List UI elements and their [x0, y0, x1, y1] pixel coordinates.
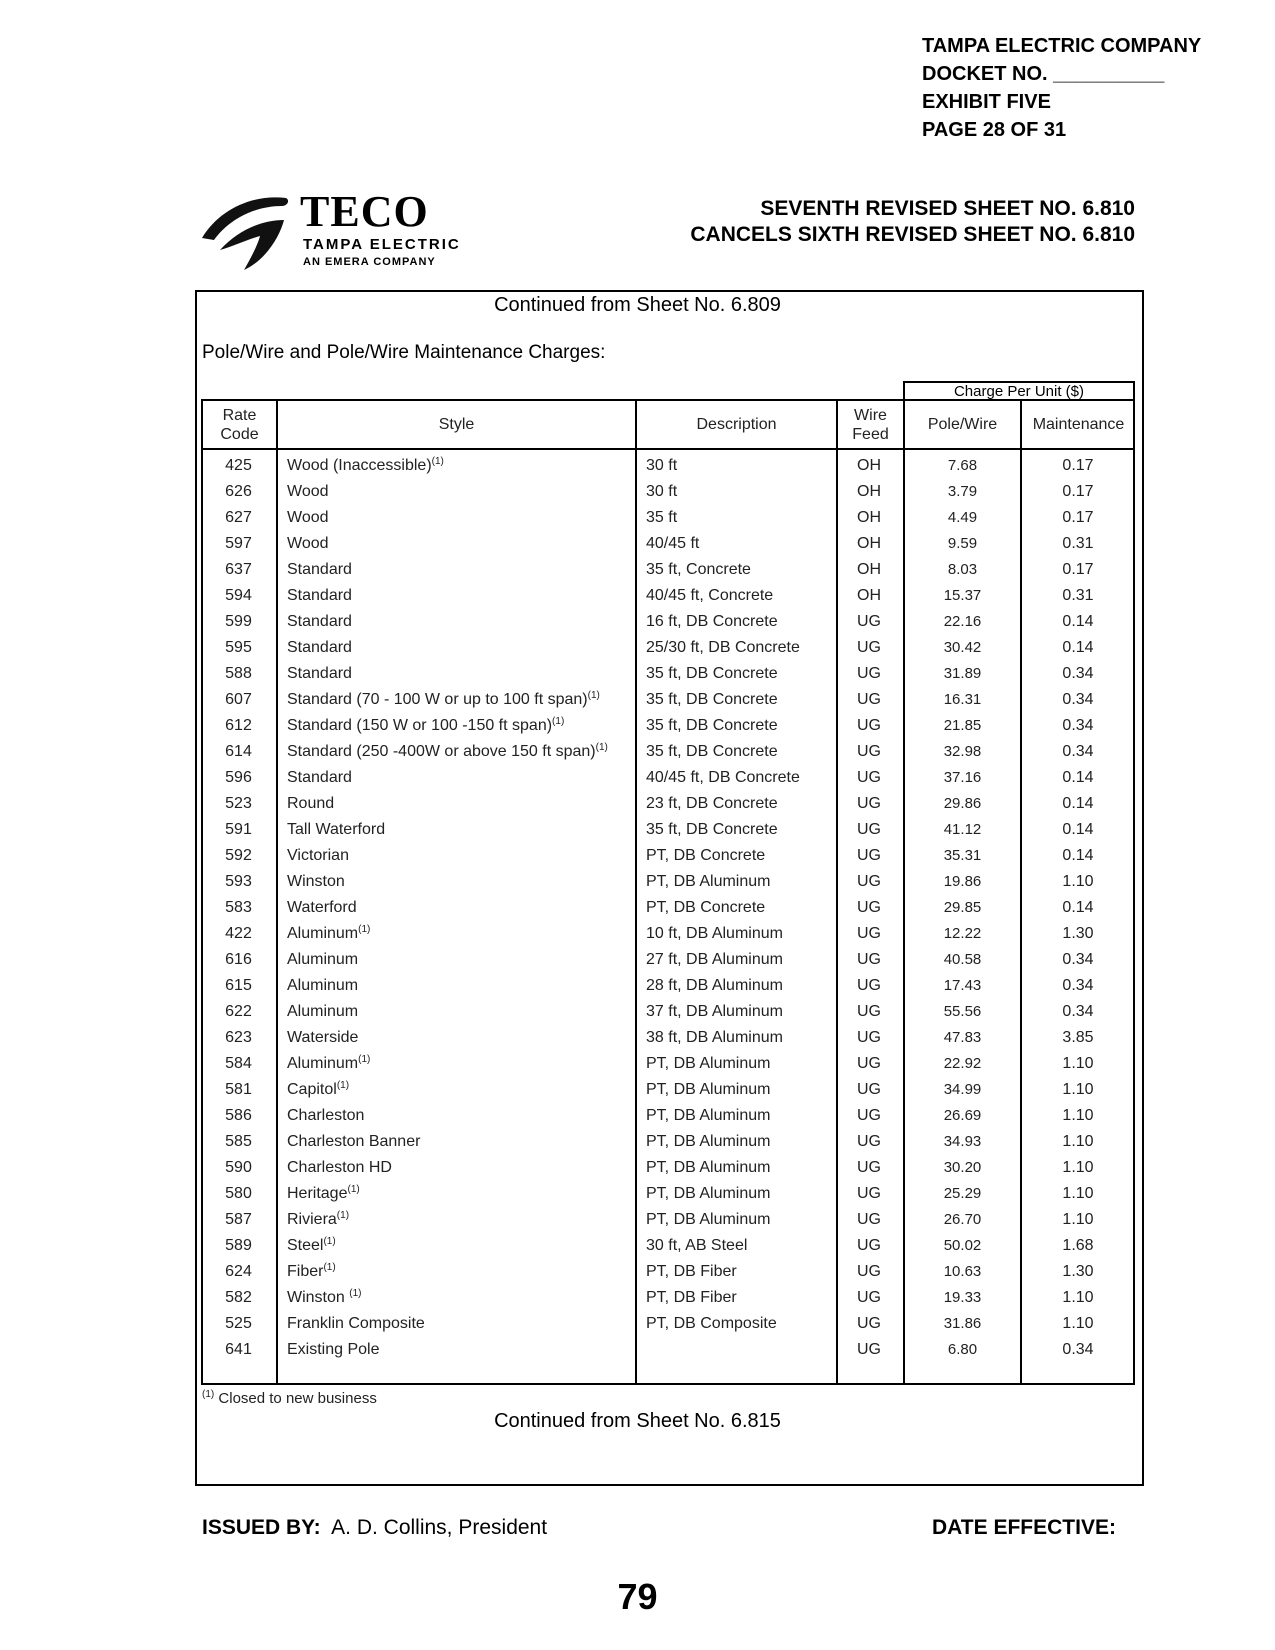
style-cell: Round	[287, 795, 335, 812]
table-row	[201, 662, 1135, 688]
company-name: TAMPA ELECTRIC COMPANY	[922, 35, 1202, 57]
style-cell: Capitol$^{(1)}$	[287, 1080, 350, 1098]
maintenance-charge-cell: 0.34	[1062, 665, 1094, 682]
logo-wordmark: TECO	[300, 187, 429, 236]
table-row	[201, 1078, 1135, 1104]
wire-feed-cell: UG	[857, 1315, 881, 1332]
maintenance-charge-cell: 0.34	[1062, 951, 1094, 968]
style-cell: Charleston HD	[287, 1159, 392, 1176]
style-cell: Fiber$^{(1)}$	[287, 1262, 336, 1280]
table-row	[201, 974, 1135, 1000]
col-header-rate-code: Rate Code	[220, 406, 259, 443]
footnote: $^{(1)}$ Closed to new business	[202, 1389, 377, 1407]
table-row	[201, 1104, 1135, 1130]
wire-feed-cell: UG	[857, 899, 881, 916]
maintenance-charge-cell: 1.10	[1062, 1081, 1094, 1098]
pole-wire-charge-cell: 55.56	[943, 1003, 982, 1020]
maintenance-charge-cell: 1.10	[1062, 1185, 1094, 1202]
style-cell: Steel$^{(1)}$	[287, 1236, 336, 1254]
description-cell: 30 ft, AB Steel	[646, 1237, 748, 1254]
wire-feed-cell: UG	[857, 1289, 881, 1306]
maintenance-charge-cell: 0.34	[1062, 1341, 1094, 1358]
maintenance-charge-cell: 0.14	[1062, 613, 1094, 630]
wire-feed-cell: OH	[857, 509, 881, 526]
maintenance-charge-cell: 0.17	[1062, 509, 1094, 526]
pole-wire-charge-cell: 34.99	[943, 1081, 982, 1098]
maintenance-charge-cell: 0.14	[1062, 769, 1094, 786]
table-row	[201, 480, 1135, 506]
maintenance-charge-cell: 0.14	[1062, 847, 1094, 864]
pole-wire-charge-cell: 50.02	[943, 1237, 982, 1254]
style-cell: Victorian	[287, 847, 349, 864]
maintenance-charge-cell: 0.14	[1062, 639, 1094, 656]
sheet-number-block	[690, 196, 1135, 248]
style-cell: Riviera$^{(1)}$	[287, 1210, 350, 1228]
maintenance-charge-cell: 0.34	[1062, 743, 1094, 760]
rate-code-cell: 525	[225, 1315, 252, 1332]
maintenance-charge-cell: 0.17	[1062, 561, 1094, 578]
wire-feed-cell: OH	[857, 587, 881, 604]
table-row	[201, 454, 1135, 480]
rate-code-cell: 626	[225, 483, 252, 500]
rate-code-cell: 597	[225, 535, 252, 552]
table-row	[201, 1286, 1135, 1312]
style-cell: Wood	[287, 509, 329, 526]
pole-wire-charge-cell: 12.22	[943, 925, 982, 942]
maintenance-charge-cell: 1.10	[1062, 873, 1094, 890]
style-cell: Aluminum	[287, 1003, 359, 1020]
table-row	[201, 1208, 1135, 1234]
rate-code-cell: 624	[225, 1263, 252, 1280]
description-cell: 30 ft	[646, 457, 678, 474]
table-row	[201, 1156, 1135, 1182]
table-row	[201, 636, 1135, 662]
style-cell: Heritage$^{(1)}$	[287, 1184, 360, 1202]
table-row	[201, 1182, 1135, 1208]
description-cell: 35 ft, Concrete	[646, 561, 751, 578]
rate-code-cell: 594	[225, 587, 252, 604]
col-header-pole-wire: Pole/Wire	[927, 416, 998, 433]
issued-by: ISSUED BY: A. D. Collins, President	[202, 1516, 548, 1539]
pole-wire-charge-cell: 8.03	[947, 561, 978, 578]
pole-wire-charge-cell: 26.70	[943, 1211, 982, 1228]
style-cell: Standard	[287, 587, 352, 604]
table-row	[201, 558, 1135, 584]
rate-code-cell: 422	[225, 925, 252, 942]
revised-sheet: SEVENTH REVISED SHEET NO. 6.810	[760, 197, 1135, 220]
table-row	[201, 506, 1135, 532]
wire-feed-cell: OH	[857, 457, 881, 474]
description-cell: 25/30 ft, DB Concrete	[646, 639, 800, 656]
col-header-style: Style	[438, 416, 475, 433]
maintenance-charge-cell: 0.14	[1062, 899, 1094, 916]
wire-feed-cell: UG	[857, 821, 881, 838]
col-header-wire-feed: Wire Feed	[852, 406, 889, 443]
pole-wire-charge-cell: 22.92	[943, 1055, 982, 1072]
wire-feed-cell: UG	[857, 1263, 881, 1280]
style-cell: Aluminum	[287, 951, 359, 968]
description-cell: 16 ft, DB Concrete	[646, 613, 778, 630]
description-cell: 35 ft, DB Concrete	[646, 665, 778, 682]
rate-code-cell: 584	[225, 1055, 252, 1072]
pole-wire-charge-cell: 31.89	[943, 665, 982, 682]
description-cell: PT, DB Aluminum	[646, 1055, 771, 1072]
continued-to-note: Continued from Sheet No. 6.815	[494, 1410, 781, 1432]
description-cell: 38 ft, DB Aluminum	[646, 1029, 783, 1046]
rate-code-cell: 637	[225, 561, 252, 578]
description-cell: 37 ft, DB Aluminum	[646, 1003, 783, 1020]
style-cell: Charleston Banner	[287, 1133, 421, 1150]
rate-code-cell: 615	[225, 977, 252, 994]
maintenance-charge-cell: 0.17	[1062, 457, 1094, 474]
table-row	[201, 844, 1135, 870]
maintenance-charge-cell: 1.10	[1062, 1159, 1094, 1176]
description-cell: PT, DB Composite	[646, 1315, 777, 1332]
style-cell: Standard (150 W or 100 -150 ft span)$^{(1)}$	[287, 716, 565, 734]
style-cell: Winston	[287, 873, 345, 890]
page-of-pages: PAGE 28 OF 31	[922, 119, 1067, 141]
maintenance-charge-cell: 0.14	[1062, 795, 1094, 812]
rate-code-cell: 590	[225, 1159, 252, 1176]
pole-wire-charge-cell: 19.86	[943, 873, 982, 890]
footnote-marker: (1)	[323, 1262, 336, 1273]
table-row	[201, 584, 1135, 610]
pole-wire-charge-cell: 3.79	[947, 483, 978, 500]
maintenance-charge-cell: 0.17	[1062, 483, 1094, 500]
rate-code-cell: 588	[225, 665, 252, 682]
table-body	[201, 454, 1135, 1364]
description-cell: PT, DB Fiber	[646, 1263, 737, 1280]
rate-code-cell: 583	[225, 899, 252, 916]
rate-code-cell: 592	[225, 847, 252, 864]
description-cell: 28 ft, DB Aluminum	[646, 977, 783, 994]
wire-feed-cell: UG	[857, 1003, 881, 1020]
pole-wire-charge-cell: 6.80	[947, 1341, 978, 1358]
style-cell: Charleston	[287, 1107, 365, 1124]
description-cell: 40/45 ft	[646, 535, 700, 552]
pole-wire-charge-cell: 16.31	[943, 691, 982, 708]
maintenance-charge-cell: 1.10	[1062, 1289, 1094, 1306]
wire-feed-cell: UG	[857, 639, 881, 656]
description-cell: PT, DB Aluminum	[646, 1107, 771, 1124]
table-row	[201, 610, 1135, 636]
wire-feed-cell: OH	[857, 561, 881, 578]
style-cell: Standard (70 - 100 W or up to 100 ft span)$^{(1)}$	[287, 690, 600, 708]
maintenance-charge-cell: 0.14	[1062, 821, 1094, 838]
rate-code-cell: 641	[225, 1341, 252, 1358]
rate-code-cell: 612	[225, 717, 252, 734]
pole-wire-charge-cell: 31.86	[943, 1315, 982, 1332]
rate-code-cell: 595	[225, 639, 252, 656]
wire-feed-cell: OH	[857, 483, 881, 500]
footnote-marker: (1)	[347, 1184, 360, 1195]
pole-wire-charge-cell: 47.83	[943, 1029, 982, 1046]
description-cell: PT, DB Concrete	[646, 847, 766, 864]
maintenance-charge-cell: 1.30	[1062, 925, 1094, 942]
description-cell: PT, DB Concrete	[646, 899, 766, 916]
wire-feed-cell: UG	[857, 769, 881, 786]
footnote-marker: (1)	[323, 1236, 336, 1247]
footnote-marker: (1)	[336, 1080, 350, 1091]
style-cell: Standard	[287, 613, 352, 630]
description-cell: 35 ft, DB Concrete	[646, 691, 778, 708]
table-row	[201, 688, 1135, 714]
pole-wire-charge-cell: 17.43	[943, 977, 982, 994]
maintenance-charge-cell: 0.31	[1062, 535, 1094, 552]
pole-wire-charge-cell: 32.98	[943, 743, 982, 760]
maintenance-charge-cell: 1.10	[1062, 1107, 1094, 1124]
rate-code-cell: 585	[225, 1133, 252, 1150]
description-cell: 27 ft, DB Aluminum	[646, 951, 783, 968]
description-cell: 40/45 ft, Concrete	[646, 587, 774, 604]
maintenance-charge-cell: 0.34	[1062, 717, 1094, 734]
wire-feed-cell: UG	[857, 1341, 881, 1358]
description-cell: 10 ft, DB Aluminum	[646, 925, 783, 942]
wire-feed-cell: UG	[857, 1081, 881, 1098]
wire-feed-cell: UG	[857, 1185, 881, 1202]
style-cell: Wood (Inaccessible)$^{(1)}$	[287, 456, 444, 474]
maintenance-charge-cell: 3.85	[1062, 1029, 1094, 1046]
pole-wire-charge-cell: 15.37	[943, 587, 982, 604]
col-header-maintenance: Maintenance	[1032, 416, 1125, 433]
rate-code-cell: 599	[225, 613, 252, 630]
logo-tagline: TAMPA ELECTRIC	[303, 236, 461, 253]
table-row	[201, 870, 1135, 896]
maintenance-charge-cell: 0.31	[1062, 587, 1094, 604]
maintenance-charge-cell: 1.10	[1062, 1315, 1094, 1332]
table-row	[201, 532, 1135, 558]
pole-wire-charge-cell: 22.16	[943, 613, 982, 630]
table-row	[201, 1052, 1135, 1078]
footnote-marker: (1)	[336, 1210, 350, 1221]
rate-code-cell: 580	[225, 1185, 252, 1202]
table-row	[201, 896, 1135, 922]
wire-feed-cell: UG	[857, 1211, 881, 1228]
wire-feed-cell: UG	[857, 1159, 881, 1176]
footnote-marker: (1)	[431, 456, 444, 467]
style-cell: Aluminum	[287, 977, 359, 994]
maintenance-charge-cell: 0.34	[1062, 977, 1094, 994]
pole-wire-charge-cell: 26.69	[943, 1107, 982, 1124]
wire-feed-cell: UG	[857, 743, 881, 760]
table-row	[201, 1234, 1135, 1260]
style-cell: Aluminum$^{(1)}$	[287, 924, 371, 942]
rate-code-cell: 616	[225, 951, 252, 968]
wire-feed-cell: UG	[857, 847, 881, 864]
maintenance-charge-cell: 1.68	[1062, 1237, 1094, 1254]
table-row	[201, 792, 1135, 818]
wire-feed-cell: UG	[857, 1029, 881, 1046]
rate-code-cell: 581	[225, 1081, 252, 1098]
rate-code-cell: 591	[225, 821, 252, 838]
exhibit-label: EXHIBIT FIVE	[922, 91, 1051, 113]
pole-wire-charge-cell: 41.12	[943, 821, 982, 838]
description-cell: PT, DB Aluminum	[646, 1159, 771, 1176]
rate-code-cell: 622	[225, 1003, 252, 1020]
maintenance-charge-cell: 1.10	[1062, 1055, 1094, 1072]
pole-wire-charge-cell: 4.49	[947, 509, 978, 526]
page-number: 79	[617, 1576, 658, 1617]
pole-wire-charge-cell: 34.93	[943, 1133, 982, 1150]
rate-code-cell: 614	[225, 743, 252, 760]
rate-code-cell: 582	[225, 1289, 252, 1306]
wire-feed-cell: UG	[857, 977, 881, 994]
pole-wire-charge-cell: 37.16	[943, 769, 982, 786]
description-cell: 35 ft, DB Concrete	[646, 743, 778, 760]
style-cell: Winston $^{(1)}$	[287, 1288, 362, 1306]
footnote-marker: (1)	[552, 716, 565, 727]
maintenance-charge-cell: 0.34	[1062, 1003, 1094, 1020]
maintenance-charge-cell: 1.10	[1062, 1211, 1094, 1228]
wire-feed-cell: UG	[857, 665, 881, 682]
rate-code-cell: 587	[225, 1211, 252, 1228]
header-divider	[201, 448, 1135, 450]
table-row	[201, 1026, 1135, 1052]
style-cell: Standard	[287, 769, 352, 786]
table-row	[201, 1312, 1135, 1338]
pole-wire-charge-cell: 35.31	[943, 847, 982, 864]
table-row	[201, 1000, 1135, 1026]
table-row	[201, 1130, 1135, 1156]
pole-wire-charge-cell: 29.86	[943, 795, 982, 812]
description-cell: 40/45 ft, DB Concrete	[646, 769, 800, 786]
table-row	[201, 714, 1135, 740]
description-cell: PT, DB Aluminum	[646, 1185, 771, 1202]
rate-code-cell: 523	[225, 795, 252, 812]
wire-feed-cell: UG	[857, 1107, 881, 1124]
wire-feed-cell: OH	[857, 535, 881, 552]
table-row	[201, 740, 1135, 766]
pole-wire-charge-cell: 30.20	[943, 1159, 982, 1176]
pole-wire-charge-cell: 9.59	[947, 535, 978, 552]
rate-code-cell: 623	[225, 1029, 252, 1046]
maintenance-charge-cell: 1.30	[1062, 1263, 1094, 1280]
description-cell: PT, DB Aluminum	[646, 1081, 771, 1098]
wire-feed-cell: UG	[857, 717, 881, 734]
charge-per-unit-header: Charge Per Unit ($)	[903, 381, 1135, 401]
style-cell: Waterside	[287, 1029, 359, 1046]
description-cell: PT, DB Fiber	[646, 1289, 737, 1306]
style-cell: Franklin Composite	[287, 1315, 425, 1332]
style-cell: Wood	[287, 483, 329, 500]
pole-wire-charge-cell: 7.68	[947, 457, 978, 474]
wire-feed-cell: UG	[857, 1133, 881, 1150]
pole-wire-charge-cell: 25.29	[943, 1185, 982, 1202]
description-cell: 23 ft, DB Concrete	[646, 795, 778, 812]
footnote-marker: (1)	[587, 690, 600, 701]
description-cell: 30 ft	[646, 483, 678, 500]
table-row	[201, 766, 1135, 792]
footnote-marker: (1)	[349, 1288, 362, 1299]
rate-code-cell: 589	[225, 1237, 252, 1254]
pole-wire-charge-cell: 40.58	[943, 951, 982, 968]
section-title: Pole/Wire and Pole/Wire Maintenance Charges:	[202, 342, 606, 363]
cancels-sheet: CANCELS SIXTH REVISED SHEET NO. 6.810	[690, 223, 1135, 246]
description-cell: PT, DB Aluminum	[646, 873, 771, 890]
style-cell: Standard (250 -400W or above 150 ft span)$^{(1)}$	[287, 742, 608, 760]
wire-feed-cell: UG	[857, 795, 881, 812]
style-cell: Tall Waterford	[287, 821, 386, 838]
description-cell: 35 ft, DB Concrete	[646, 821, 778, 838]
style-cell: Aluminum$^{(1)}$	[287, 1054, 371, 1072]
description-cell: 35 ft, DB Concrete	[646, 717, 778, 734]
wire-feed-cell: UG	[857, 1237, 881, 1254]
pole-wire-charge-cell: 10.63	[943, 1263, 982, 1280]
rate-code-cell: 627	[225, 509, 252, 526]
pole-wire-charge-cell: 19.33	[943, 1289, 982, 1306]
footnote-marker: (1)	[358, 1054, 371, 1065]
date-effective: DATE EFFECTIVE:	[932, 1516, 1116, 1539]
teco-logo	[200, 187, 500, 275]
pole-wire-charge-cell: 30.42	[943, 639, 982, 656]
teco-swoosh-icon	[200, 190, 296, 272]
style-cell: Standard	[287, 639, 352, 656]
pole-wire-charge-cell: 21.85	[943, 717, 982, 734]
rate-code-cell: 607	[225, 691, 252, 708]
wire-feed-cell: UG	[857, 925, 881, 942]
wire-feed-cell: UG	[857, 613, 881, 630]
logo-parent-company: AN EMERA COMPANY	[303, 256, 436, 268]
table-row	[201, 1260, 1135, 1286]
footnote-marker: (1)	[358, 924, 371, 935]
wire-feed-cell: UG	[857, 1055, 881, 1072]
style-cell: Waterford	[287, 899, 357, 916]
maintenance-charge-cell: 0.34	[1062, 691, 1094, 708]
style-cell: Standard	[287, 665, 352, 682]
description-cell: 35 ft	[646, 509, 678, 526]
docket-number: DOCKET NO. __________	[922, 63, 1165, 85]
pole-wire-charge-cell: 29.85	[943, 899, 982, 916]
style-cell: Standard	[287, 561, 352, 578]
rate-code-cell: 425	[225, 457, 252, 474]
wire-feed-cell: UG	[857, 873, 881, 890]
maintenance-charge-cell: 1.10	[1062, 1133, 1094, 1150]
rate-code-cell: 596	[225, 769, 252, 786]
rate-code-cell: 586	[225, 1107, 252, 1124]
footnote-marker: (1)	[595, 742, 608, 753]
issuer-name: A. D. Collins, President	[331, 1516, 548, 1539]
continued-from-note: Continued from Sheet No. 6.809	[494, 294, 781, 316]
table-row	[201, 948, 1135, 974]
docket-header	[922, 32, 1201, 144]
table-row	[201, 818, 1135, 844]
description-cell: PT, DB Aluminum	[646, 1133, 771, 1150]
style-cell: Wood	[287, 535, 329, 552]
col-header-description: Description	[696, 416, 777, 433]
description-cell: PT, DB Aluminum	[646, 1211, 771, 1228]
table-row	[201, 922, 1135, 948]
rate-code-cell: 593	[225, 873, 252, 890]
wire-feed-cell: UG	[857, 951, 881, 968]
wire-feed-cell: UG	[857, 691, 881, 708]
table-row	[201, 1338, 1135, 1364]
style-cell: Existing Pole	[287, 1341, 380, 1358]
